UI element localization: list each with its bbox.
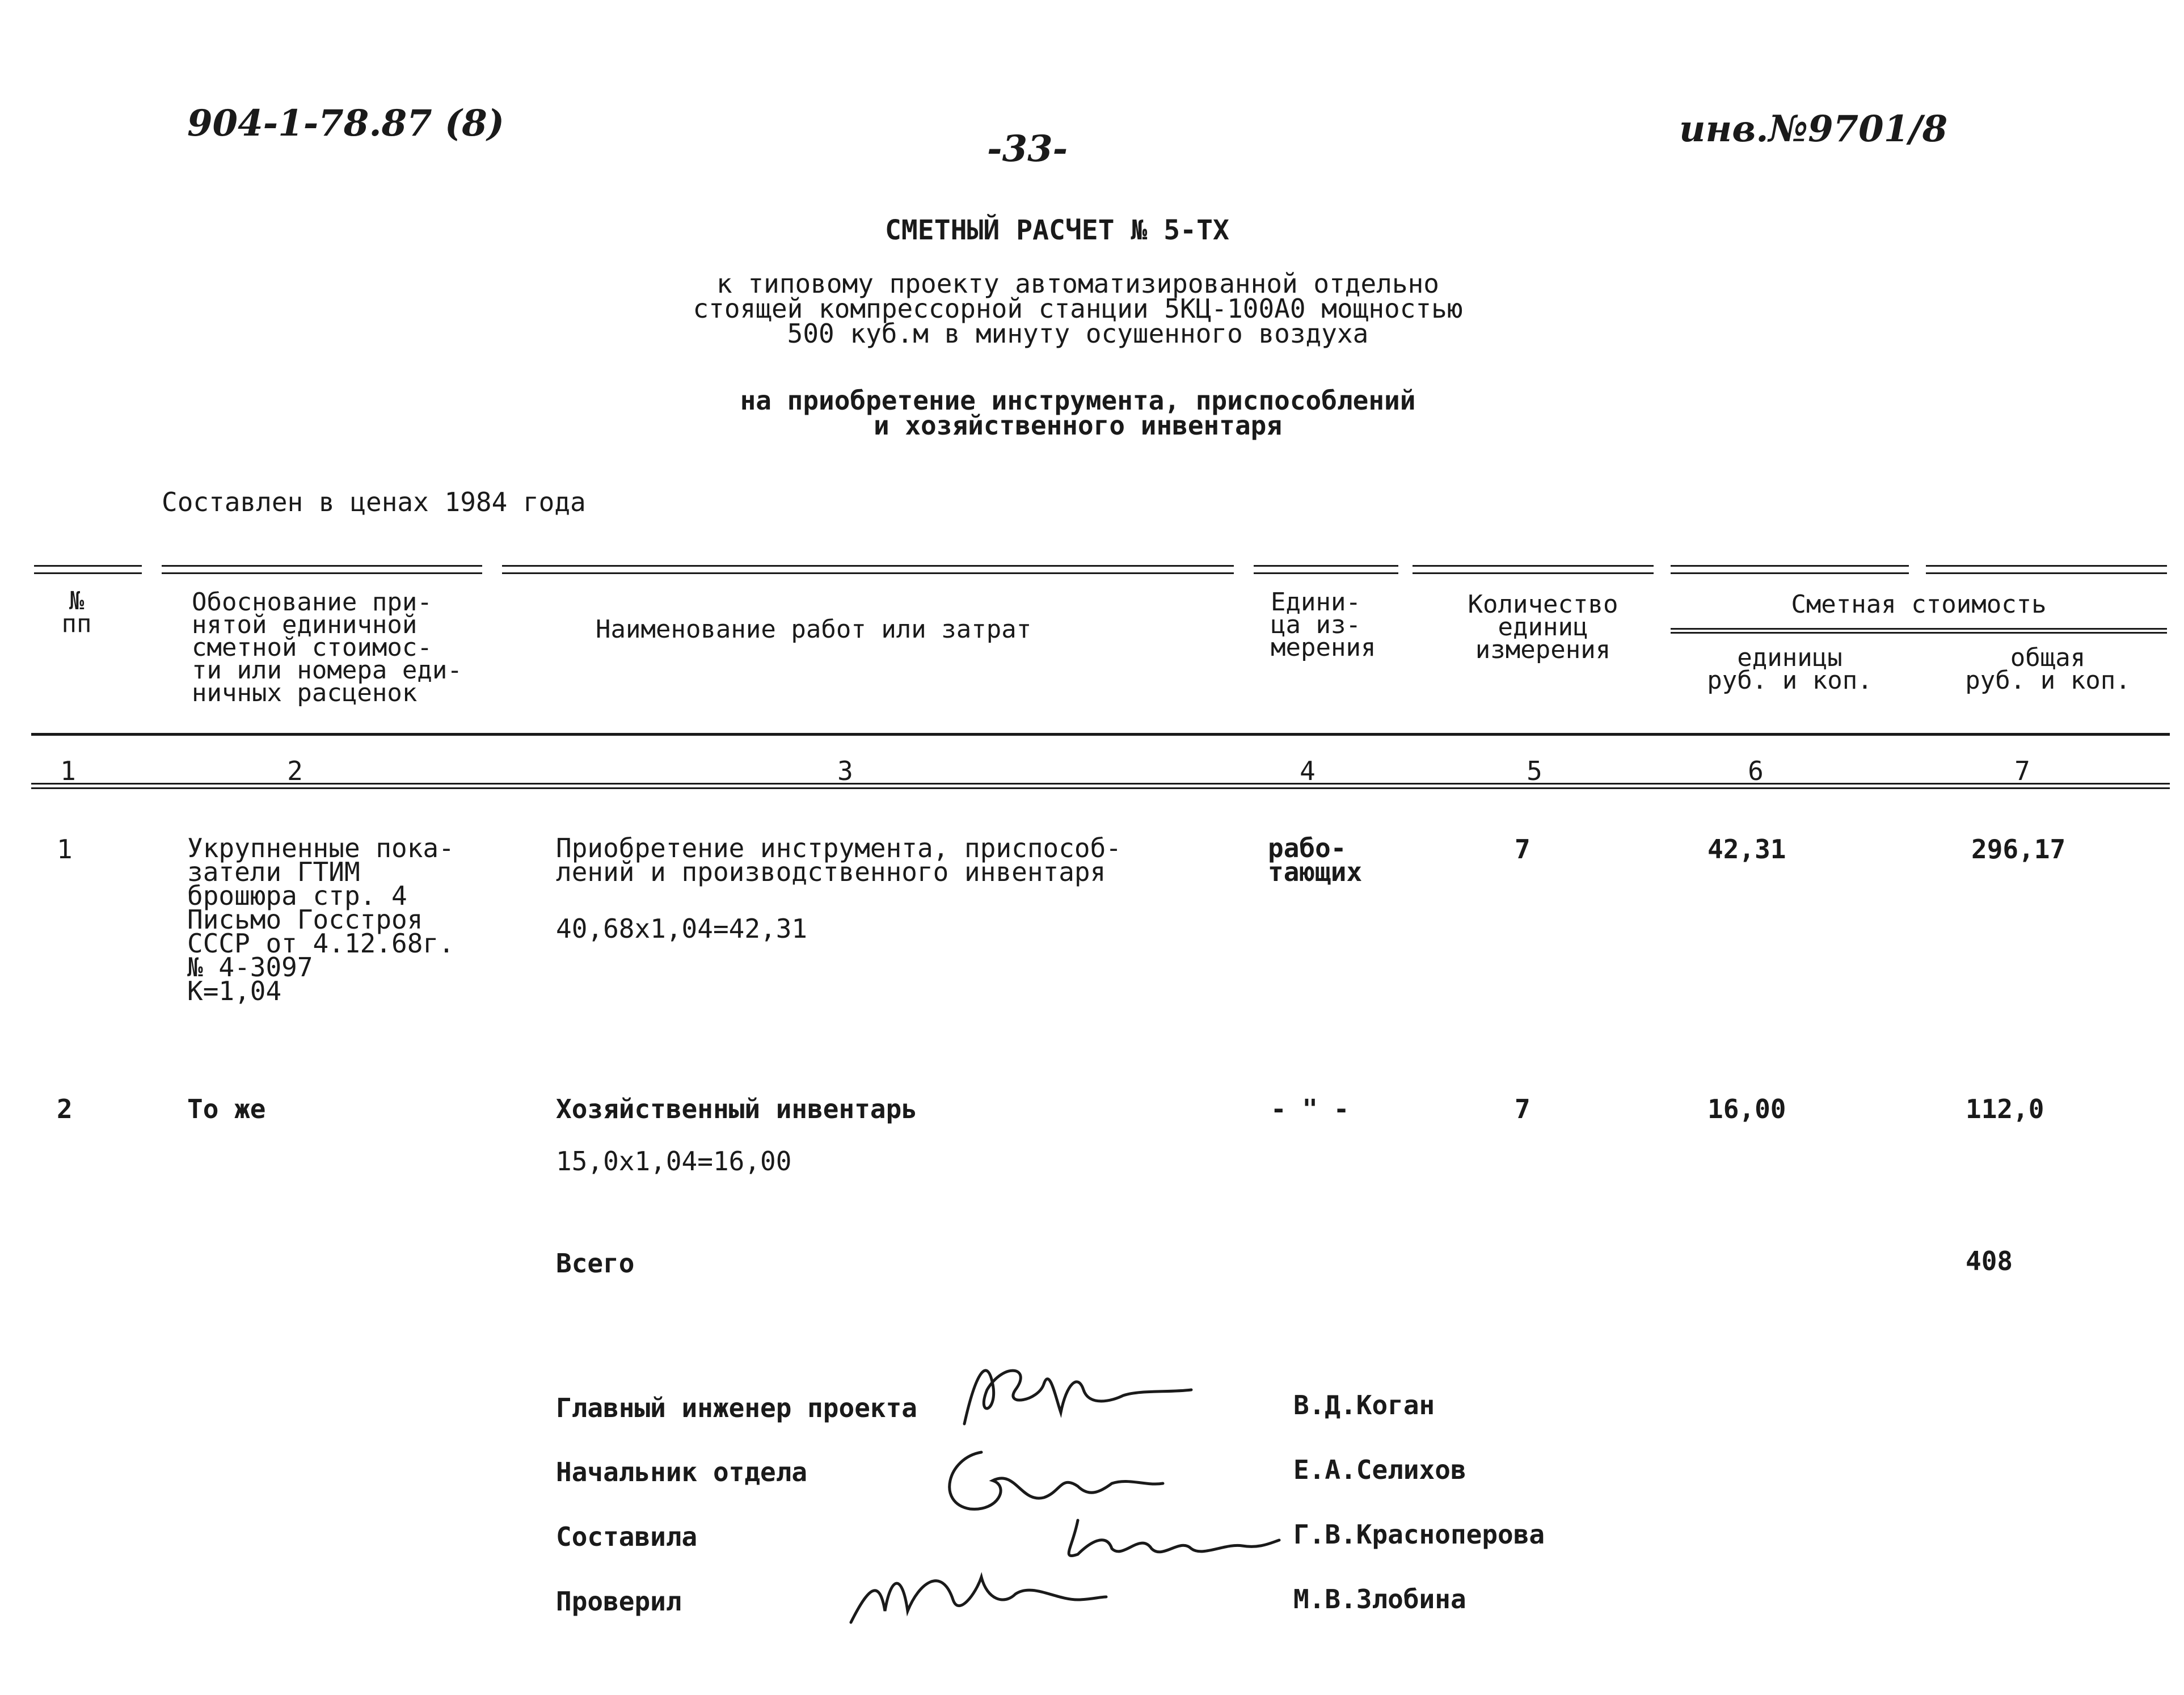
page-title: СМЕТНЫЙ РАСЧЕТ № 5-ТХ (885, 214, 1229, 246)
cell-line: К=1,04 (187, 976, 282, 1006)
column-number: 6 (1748, 756, 1764, 786)
cell-line: брошюра стр. 4 (187, 880, 407, 911)
signature-role: Главный инженер проекта (556, 1393, 917, 1423)
subtitle-line: стоящей компрессорной станции 5КЦ-100А0 мощностью (693, 293, 1463, 324)
signature-name: Г.В.Краснoперова (1293, 1519, 1545, 1550)
row1-basis (187, 833, 454, 1006)
subtitle (567, 268, 1588, 349)
header-text: Едини- (1271, 588, 1361, 617)
header-text: ти или номера еди- (192, 656, 462, 685)
subtitle-line: 500 куб.м в минуту осушенного воздуха (787, 318, 1369, 349)
cell-line: Приобретение инструмента, приспособ- (556, 833, 1121, 863)
header-text: руб. и коп. (1965, 666, 2131, 695)
row2-quantity: 7 (1515, 1094, 1531, 1124)
subtitle-line: к типовому проекту автоматизированной отдельно (716, 268, 1439, 299)
row2-number: 2 (57, 1094, 73, 1124)
row2-calculation: 15,0х1,04=16,00 (556, 1146, 792, 1177)
column-number: 2 (287, 756, 303, 786)
header-unit-price (1671, 643, 1909, 695)
header-quantity (1413, 590, 1673, 664)
header-total-price (1929, 643, 2167, 695)
signature-name: Е.А.Селихов (1293, 1454, 1466, 1485)
page-number: -33- (987, 128, 1068, 170)
signature-role: Начальник отдела (556, 1457, 808, 1487)
header-text: сметной стоимос- (192, 633, 432, 662)
table-top-rule (34, 565, 142, 574)
header-text: № (69, 587, 85, 615)
cell-line: рабо- (1268, 833, 1347, 863)
cell-line: Укрупненные пока- (187, 833, 454, 863)
header-unit (1271, 588, 1376, 662)
row1-quantity: 7 (1515, 834, 1531, 865)
header-text: Количество (1468, 590, 1618, 619)
column-number: 4 (1300, 756, 1316, 786)
column-number: 1 (60, 756, 76, 786)
header-basis (192, 588, 462, 707)
row1-number: 1 (57, 834, 73, 865)
row1-total: 296,17 (1971, 834, 2066, 865)
signature-scribble-chief-engineer (953, 1350, 1203, 1441)
cell-line: тающих (1268, 857, 1363, 887)
row2-unit-price: 16,00 (1707, 1094, 1786, 1124)
column-number: 7 (2014, 756, 2030, 786)
column-number: 5 (1527, 756, 1542, 786)
row1-calculation: 40,68х1,04=42,31 (556, 913, 808, 944)
header-estimated-cost: Сметная стоимость (1791, 590, 2047, 619)
column-number-rule (31, 783, 2170, 789)
cell-line: затели ГТИМ (187, 857, 360, 887)
signature-role: Проверил (556, 1586, 682, 1617)
signature-name: М.В.Злобина (1293, 1584, 1466, 1614)
header-text: единицы (1737, 643, 1843, 672)
header-text: измерения (1475, 635, 1611, 664)
header-text: ничных расценок (192, 678, 418, 707)
column-number: 3 (837, 756, 853, 786)
prices-note: Составлен в ценах 1984 года (162, 487, 586, 517)
inventory-number: инв.№9701/8 (1679, 108, 1948, 150)
signature-name: В.Д.Коган (1293, 1390, 1435, 1420)
table-top-rule (1413, 565, 1654, 574)
cell-line: СССР от 4.12.68г. (187, 928, 454, 959)
header-text: общая (2010, 643, 2086, 672)
header-text: Обоснование при- (192, 588, 432, 617)
header-text: пп (61, 609, 92, 638)
signature-role: Составила (556, 1521, 698, 1552)
purpose-line: на приобретение инструмента, приспособлений (740, 385, 1416, 416)
table-top-rule (1926, 565, 2167, 574)
total-value: 408 (1966, 1246, 2013, 1276)
table-top-rule (502, 565, 1234, 574)
row2-name: Хозяйственный инвентарь (556, 1094, 917, 1124)
row2-basis: То же (187, 1094, 266, 1124)
signature-scribble-checker (840, 1543, 1112, 1634)
row1-name (556, 833, 1121, 887)
cell-line: лений и производственного инвентаря (556, 857, 1106, 887)
table-top-rule (1254, 565, 1398, 574)
document-code: 904-1-78.87 (8) (187, 102, 505, 145)
purpose (567, 385, 1588, 441)
header-sub-rule (1671, 628, 2167, 634)
table-top-rule (1671, 565, 1909, 574)
cell-line: Письмо Госстроя (187, 904, 423, 935)
header-text: руб. и коп. (1707, 666, 1873, 695)
row2-total: 112,0 (1966, 1094, 2044, 1124)
header-text: мерения (1271, 633, 1376, 662)
row2-unit: - " - (1271, 1094, 1350, 1124)
header-text: ца из- (1271, 610, 1361, 639)
total-label: Всего (556, 1248, 635, 1279)
row1-unit-price: 42,31 (1707, 834, 1786, 865)
header-bottom-rule (31, 733, 2170, 736)
header-number (34, 587, 119, 638)
row1-unit (1268, 833, 1363, 887)
header-text: единиц (1498, 613, 1588, 642)
header-work-name: Наименование работ или затрат (596, 615, 1032, 644)
purpose-line: и хозяйственного инвентаря (873, 410, 1283, 441)
header-text: нятой единичной (192, 610, 418, 639)
cell-line: № 4-3097 (187, 952, 313, 983)
table-top-rule (162, 565, 482, 574)
